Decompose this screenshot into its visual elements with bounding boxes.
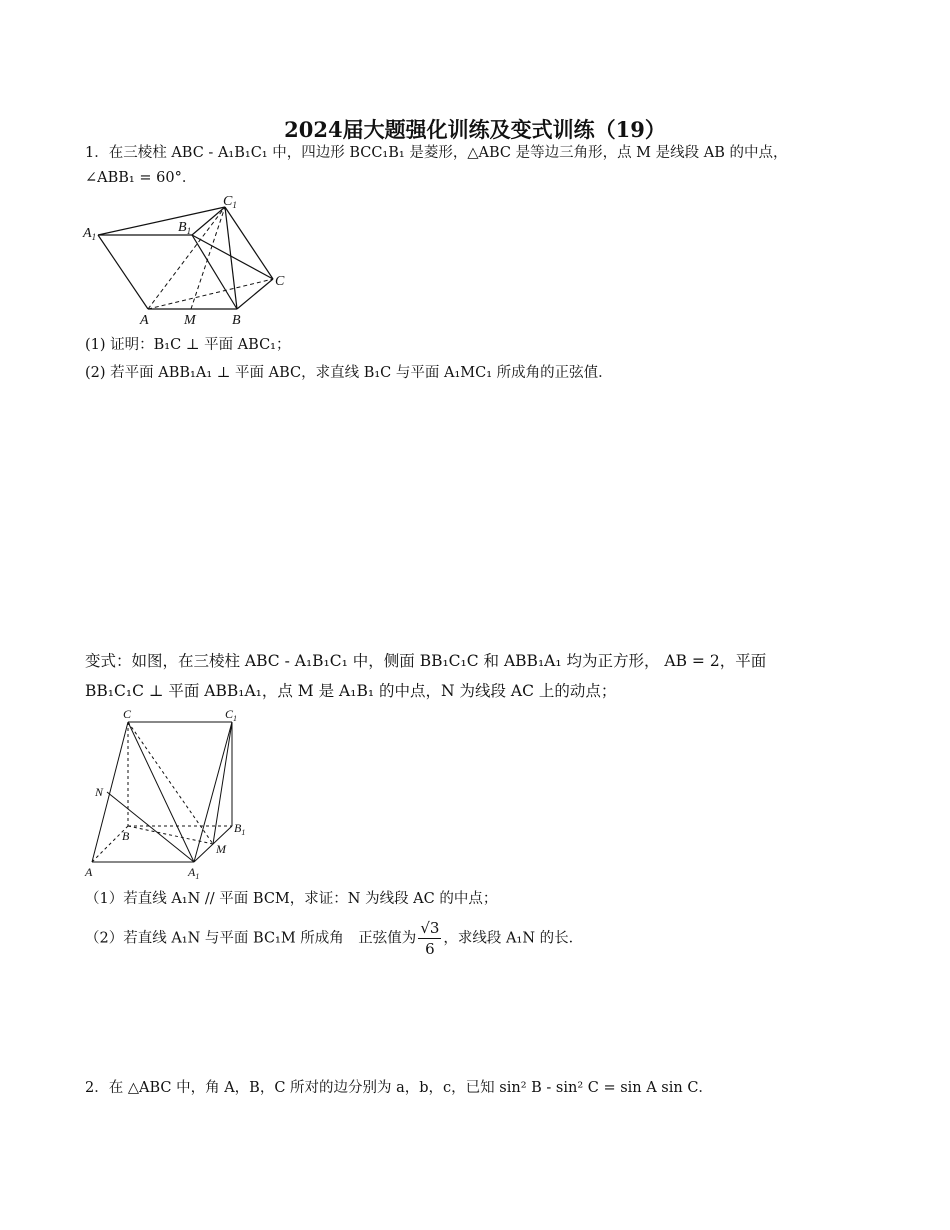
variant-part2-text-a: （2）若直线 A₁N 与平面 BC₁M 所成角 正弦值为 bbox=[85, 930, 417, 947]
q1-part2: (2) 若平面 ABB₁A₁ ⊥ 平面 ABC，求直线 B₁C 与平面 A₁MC₁ 所成角的正弦值． bbox=[85, 365, 613, 381]
variant-part2-text-b: ，求线段 A₁N 的长． bbox=[443, 930, 584, 947]
hidden-edge-mc1 bbox=[191, 207, 225, 309]
edge-b1b bbox=[192, 235, 237, 309]
label-n: N bbox=[95, 785, 104, 799]
q1-prism-figure bbox=[80, 190, 300, 330]
label-a1: $A_1$ bbox=[83, 226, 97, 242]
label-c1: $C_1$ bbox=[225, 707, 238, 723]
edge-bc bbox=[237, 279, 273, 309]
variant-prism-figure bbox=[82, 704, 257, 880]
label-c: C bbox=[123, 707, 132, 721]
label-a: A bbox=[85, 865, 93, 879]
fraction-denominator: 6 bbox=[425, 940, 435, 958]
edge-ca1 bbox=[128, 722, 194, 862]
q2-stem: 2．在 △ABC 中，角 A，B，C 所对的边分别为 a，b，c，已知 sin² B - sin² C = sin A sin C． bbox=[85, 1080, 713, 1096]
label-b: B bbox=[122, 829, 130, 843]
label-m: M bbox=[184, 313, 196, 328]
variant-stem-line2: BB₁C₁C ⊥ 平面 ABB₁A₁，点 M 是 A₁B₁ 的中点，N 为线段 AC 上的动点； bbox=[85, 682, 617, 700]
label-m: M bbox=[216, 842, 226, 856]
variant-stem-line1: 变式：如图，在三棱柱 ABC - A₁B₁C₁ 中，侧面 BB₁C₁C 和 ABB₁A₁ 均为正方形， AB = 2，平面 bbox=[85, 652, 767, 670]
fraction-numerator: √3 bbox=[420, 919, 440, 937]
label-b: B bbox=[232, 313, 241, 328]
label-c1: $C_1$ bbox=[223, 194, 237, 210]
variant-part1: （1）若直线 A₁N // 平面 BCM，求证：N 为线段 AC 的中点； bbox=[85, 891, 498, 907]
label-b1: $B_1$ bbox=[234, 821, 246, 837]
q1-stem-line2: ∠ABB₁ = 60°． bbox=[85, 170, 197, 186]
label-a: A bbox=[140, 313, 149, 328]
label-a1: $A_1$ bbox=[188, 865, 200, 880]
sqrt3-over-6-fraction bbox=[418, 918, 441, 959]
edge-a1a bbox=[98, 235, 148, 309]
hidden-edge-bm bbox=[128, 826, 213, 844]
label-b1: $B_1$ bbox=[178, 220, 192, 236]
variant-part2 bbox=[85, 918, 583, 959]
page-title: 2024届大题强化训练及变式训练（19） bbox=[284, 117, 666, 142]
q1-part1: (1) 证明：B₁C ⊥ 平面 ABC₁； bbox=[85, 337, 291, 353]
edge-a1c1 bbox=[98, 207, 225, 235]
edge-na1 bbox=[107, 792, 194, 862]
q1-stem-line1: 1．在三棱柱 ABC - A₁B₁C₁ 中，四边形 BCC₁B₁ 是菱形，△ABC 是等边三角形，点 M 是线段 AB 的中点， bbox=[85, 145, 788, 161]
label-c: C bbox=[275, 274, 285, 289]
